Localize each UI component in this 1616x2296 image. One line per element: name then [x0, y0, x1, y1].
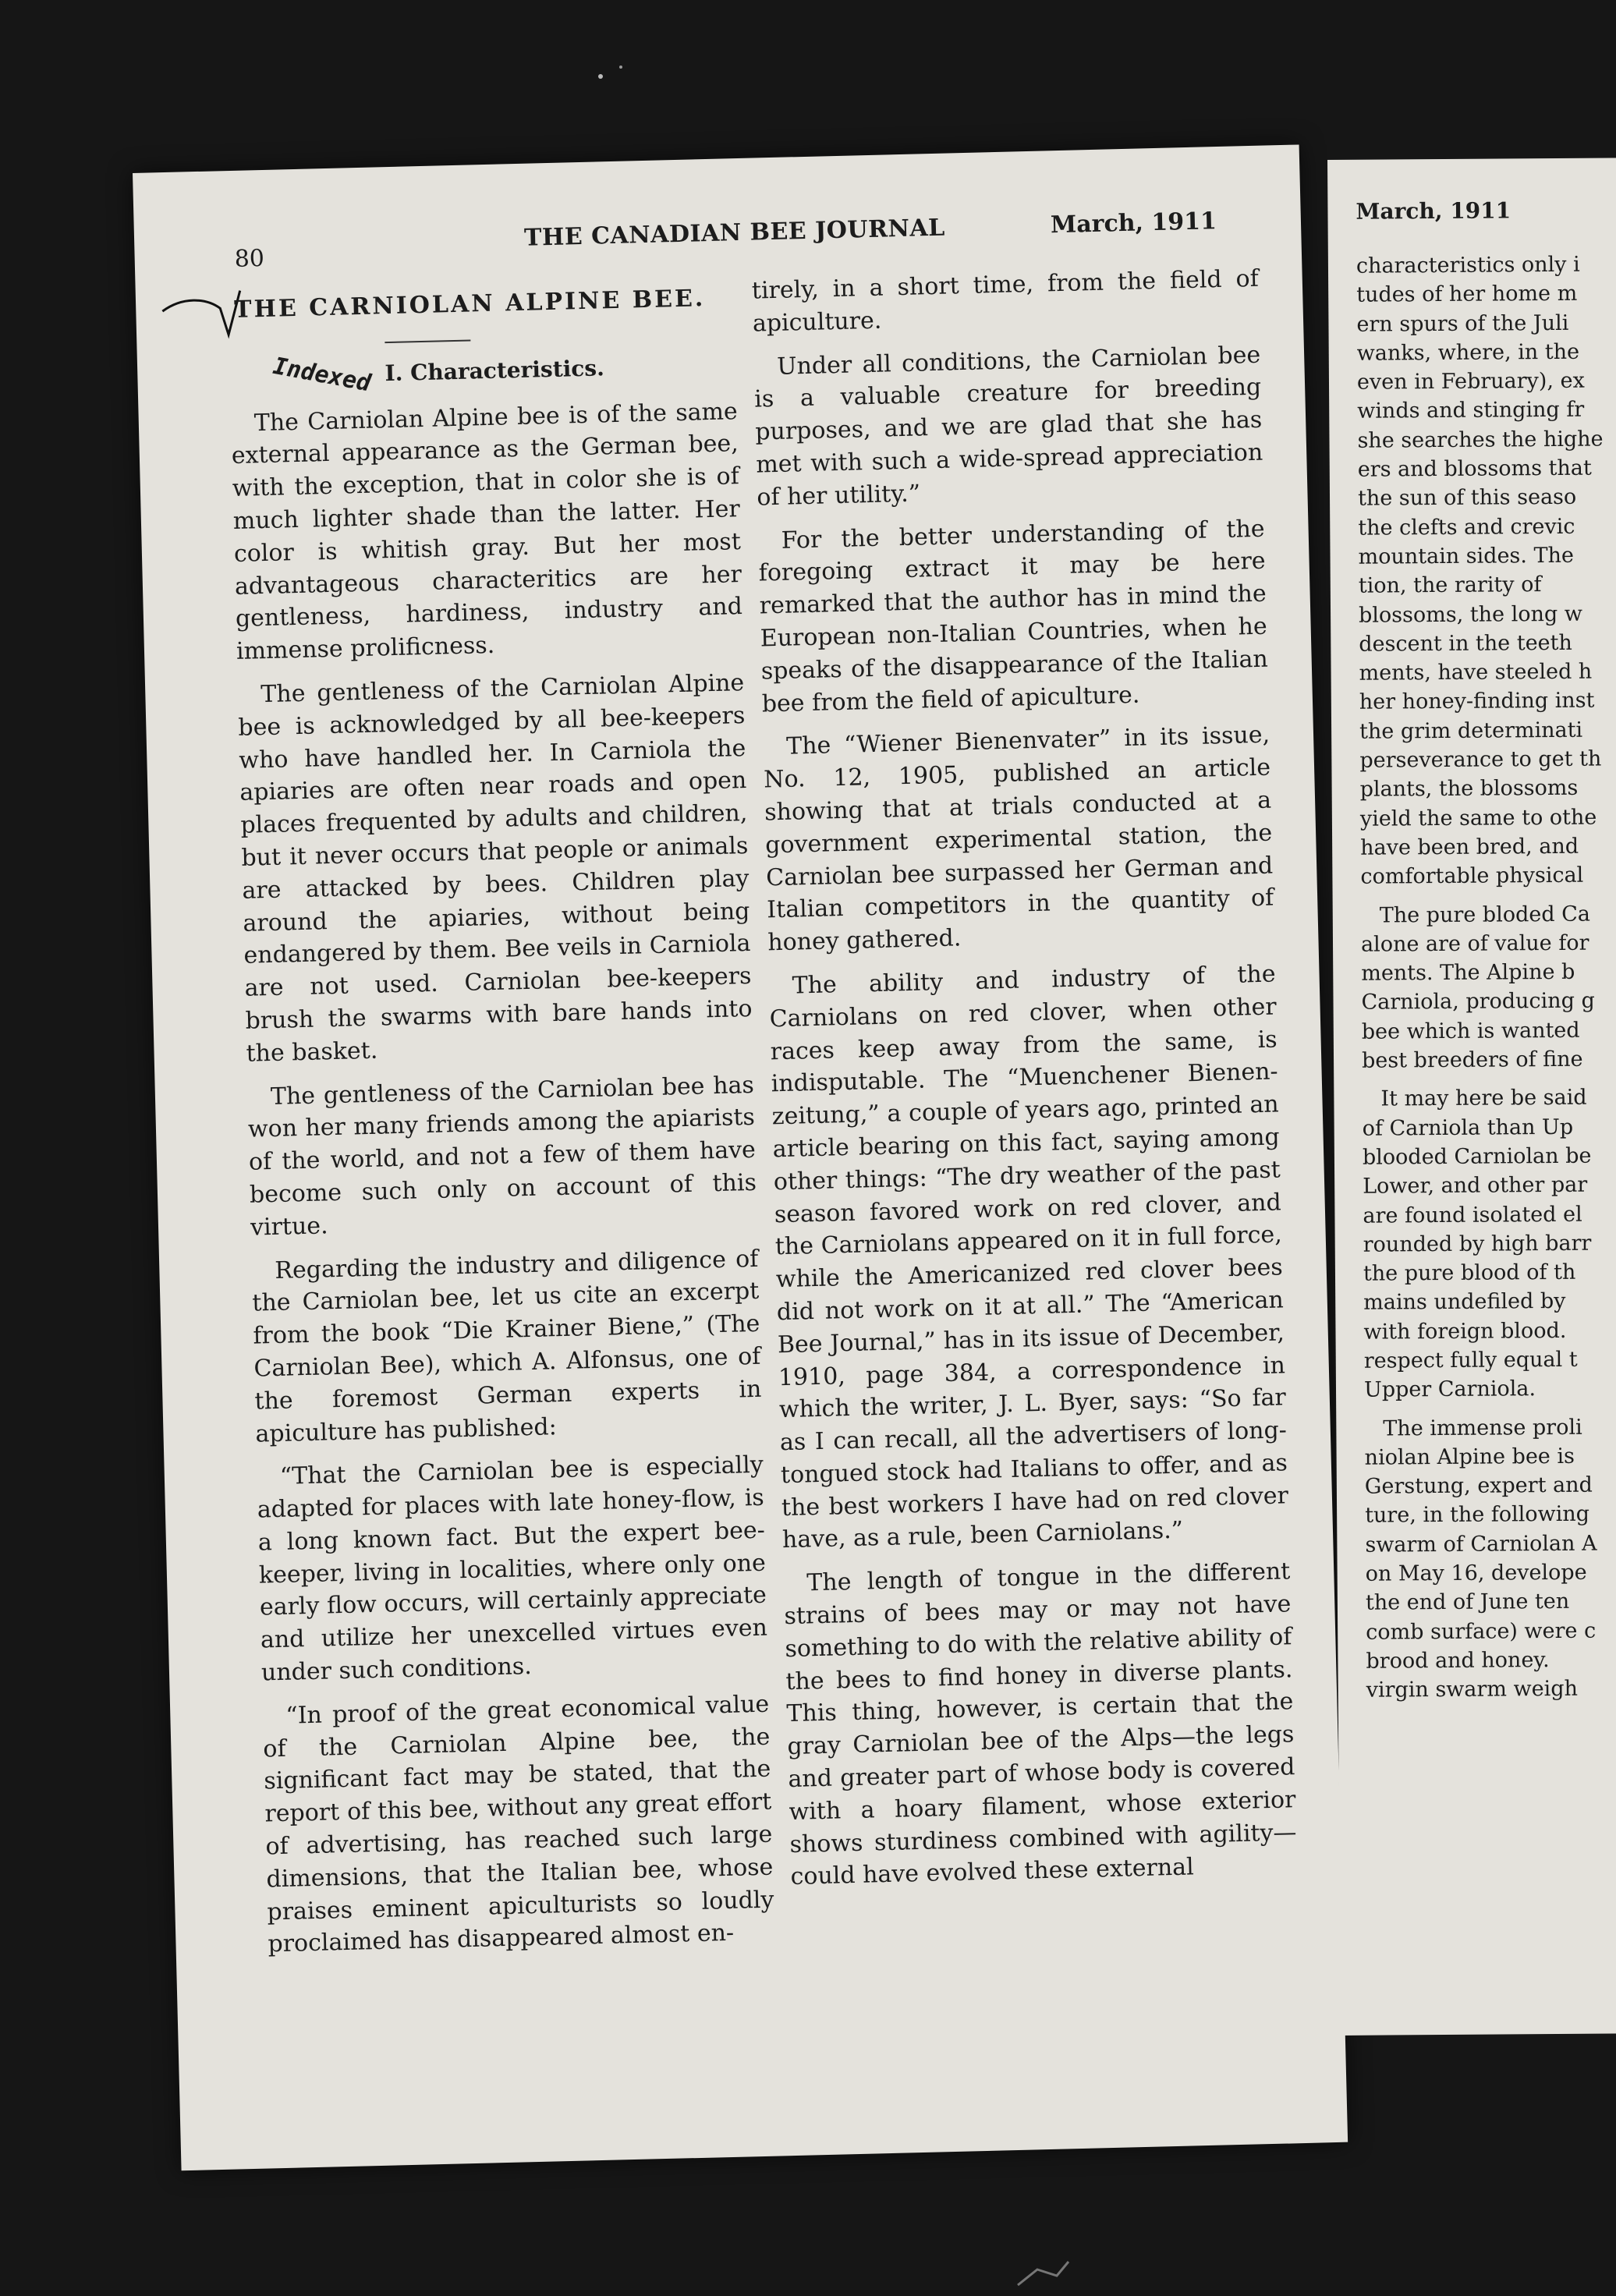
right-line: ers and blossoms that [1357, 455, 1592, 482]
paragraph: Regarding the industry and diligence of the Carniolan bee, let us cite an excerpt from the book “Die Krainer Biene,” (The Carniolan Bee), which A. Alfonsus, one of the foremost German experts in apiculture has published: [252, 1245, 762, 1448]
right-line: alone are of value for [1360, 930, 1589, 957]
right-paragraph [1364, 1410, 1616, 1705]
paragraph: The length of tongue in the different strains of bees may or may not have something to do with the relative ability of the bees to find honey in diverse plants. This thing, however, is certain that the gray Carniolan bee of the Alps—the legs and greater part of whose body is covered with a hoary filament, whose exterior shows sturdiness combined with agility—could have evolved these external [784, 1557, 1297, 1891]
running-date: March, 1911 [1050, 207, 1217, 239]
title-rule [385, 339, 470, 343]
right-line: Lower, and other par [1363, 1172, 1588, 1199]
right-line: ture, in the following [1365, 1502, 1590, 1529]
paragraph: For the better understanding of the foregoing extract it may be here remarked that the author has in mind the European non-Italian Countries, when he speaks of the disappearance of the Italian bee from the field of apiculture. [758, 515, 1269, 718]
section-heading-text: I. Characteristics. [385, 355, 605, 386]
right-line: ments, have steeled h [1359, 659, 1593, 686]
right-line: plants, the blossoms [1359, 776, 1579, 803]
right-line: tion, the rarity of [1358, 572, 1542, 599]
binding-mark [1014, 2246, 1076, 2296]
paragraph: “In proof of the great economical value of the Carniolan Alpine bee, the significant fact may be stated, that the report of this bee, without any great effort of advertising, has reached such large dimensions, that the Italian bee, whose praises eminent apiculturists so loudly proclaimed has disappeared almost en- [262, 1690, 774, 1958]
right-line: comb surface) were c [1366, 1618, 1597, 1645]
right-line: she searches the highe [1357, 427, 1604, 453]
paragraph: The ability and industry of the Carniolans on red clover, when other races keep away from the same, is indisputable. The “Muenchener Bienen-zeitung,” a couple of years ago, printed an article bearing on this fact, saying among other things: “The dry weather of the past season favored work on red clover, and the Carniolans appeared on it in full force, while the Americanized red clover bees did not work on it at all.” The “American Bee Journal,” has in its issue of December, 1910, page 384, a correspondence in which the writer, J. L. Byer, says: “So far as I can recall, all the advertisers of long-tongued stock had Italians to offer, and as the best workers I have had on red clover have, as a rule, been Carniolans.” [769, 960, 1289, 1554]
right-paragraph [1361, 897, 1616, 1075]
left-page [133, 144, 1348, 2170]
right-page [1327, 158, 1616, 2036]
paragraph: tirely, in a short time, from the field of apiculture. [751, 264, 1260, 338]
section-heading [271, 349, 737, 398]
right-line: virgin swarm weigh [1366, 1677, 1579, 1703]
article-title: THE CARNIOLAN ALPINE BEE. [233, 285, 706, 324]
right-line: Gerstung, expert and [1364, 1472, 1593, 1499]
right-paragraph [1362, 1081, 1616, 1405]
right-line: have been bred, and [1360, 834, 1579, 860]
right-line: niolan Alpine bee is [1364, 1444, 1575, 1470]
right-line: yield the same to othe [1359, 805, 1597, 831]
right-line: The pure bloded Ca [1379, 902, 1591, 928]
scan-specks [546, 62, 640, 112]
right-line: ments. The Alpine b [1361, 959, 1575, 986]
right-line: perseverance to get th [1359, 746, 1602, 773]
right-line: on May 16, develope [1365, 1560, 1587, 1586]
right-line: bee which is wanted [1361, 1018, 1580, 1044]
right-line: wanks, where, in the [1356, 339, 1580, 366]
right-line: mains undefiled by [1363, 1289, 1566, 1316]
right-line: respect fully equal t [1363, 1347, 1578, 1373]
running-title: THE CANADIAN BEE JOURNAL [523, 214, 946, 252]
paragraph: The gentleness of the Carniolan bee has won her many friends among the apiarists of the world, and not a few of them have become such only on account of this virtue. [247, 1071, 757, 1242]
right-line: descent in the teeth [1359, 630, 1572, 657]
right-line: are found isolated el [1363, 1202, 1582, 1228]
indexed-annotation: Indexed [271, 352, 374, 398]
paragraph: The gentleness of the Carniolan Alpine bee is acknowledged by all bee-keepers who have handled her. In Carniola the apiaries are often near roads and open places frequented by adults and children, but it never occurs that people or animals are attacked by bees. Children play around the apiaries, without being endangered by them. Bee veils in Carniola are not used. Carniolan bee-keepers brush the swarms with bare hands into the basket. [237, 669, 753, 1068]
paragraph: “That the Carniolan bee is especially adapted for places with late honey-flow, is a long known fact. But the expert bee-keeper, living in localities, where only one early flow occurs, will certainly appreciate and utilize her unexcelled virtues even under such conditions. [257, 1451, 768, 1687]
page-number: 80 [234, 244, 265, 273]
right-line: the pure blood of th [1363, 1260, 1576, 1286]
right-line: ern spurs of the Juli [1356, 310, 1569, 337]
right-line: The immense proli [1383, 1415, 1582, 1441]
right-line: It may here be said [1380, 1086, 1587, 1111]
right-line: swarm of Carniolan A [1365, 1531, 1597, 1557]
column-right [751, 263, 1298, 1905]
right-line: rounded by high barr [1363, 1231, 1592, 1257]
right-line: the clefts and crevic [1358, 514, 1575, 540]
right-line: blossoms, the long w [1358, 601, 1583, 628]
paragraph: The “Wiener Bienenvater” in its issue, No. 12, 1905, published an article showing that at trials conducted at a government experimental station, the Carniolan bee surpassed her German and Italian competitors in the quantity of honey gathered. [763, 721, 1274, 957]
running-date: March, 1911 [1356, 197, 1511, 225]
right-line: winds and stinging fr [1357, 398, 1585, 424]
right-line: comfortable physical [1360, 863, 1584, 889]
right-line: mountain sides. The [1358, 543, 1575, 569]
right-line: her honey-finding inst [1359, 689, 1595, 715]
paragraph: Under all conditions, the Carniolan bee is a valuable creature for breeding purposes, and we are glad that she has met with such a wide-spread appreciation of her utility.” [753, 341, 1263, 512]
paragraph: The Carniolan Alpine bee is of the same external appearance as the German bee, with the exception, that in color she is of much lighter shade than the latter. Her color is whitish gray. But her most advantageous characteritics are her gentleness, hardiness, industry and immense prolificness. [231, 397, 743, 666]
right-line: blooded Carniolan be [1362, 1143, 1592, 1170]
right-line: Upper Carniola. [1363, 1377, 1536, 1402]
right-page-column [1356, 248, 1616, 1714]
right-line: the end of June ten [1365, 1589, 1570, 1616]
right-line: tudes of her home m [1356, 282, 1578, 308]
right-line: with foreign blood. [1363, 1318, 1567, 1345]
right-line: characteristics only i [1356, 252, 1580, 278]
right-line: Carniola, producing g [1361, 989, 1595, 1015]
right-line: the sun of this seaso [1357, 485, 1577, 512]
column-left [228, 275, 776, 1972]
right-line: best breeders of fine [1361, 1047, 1583, 1073]
right-line: brood and honey. [1366, 1648, 1550, 1674]
right-line: even in February), ex [1356, 368, 1585, 395]
right-line: the grim determinati [1359, 718, 1583, 744]
right-paragraph [1356, 248, 1616, 891]
right-line: of Carniola than Up [1362, 1114, 1574, 1141]
